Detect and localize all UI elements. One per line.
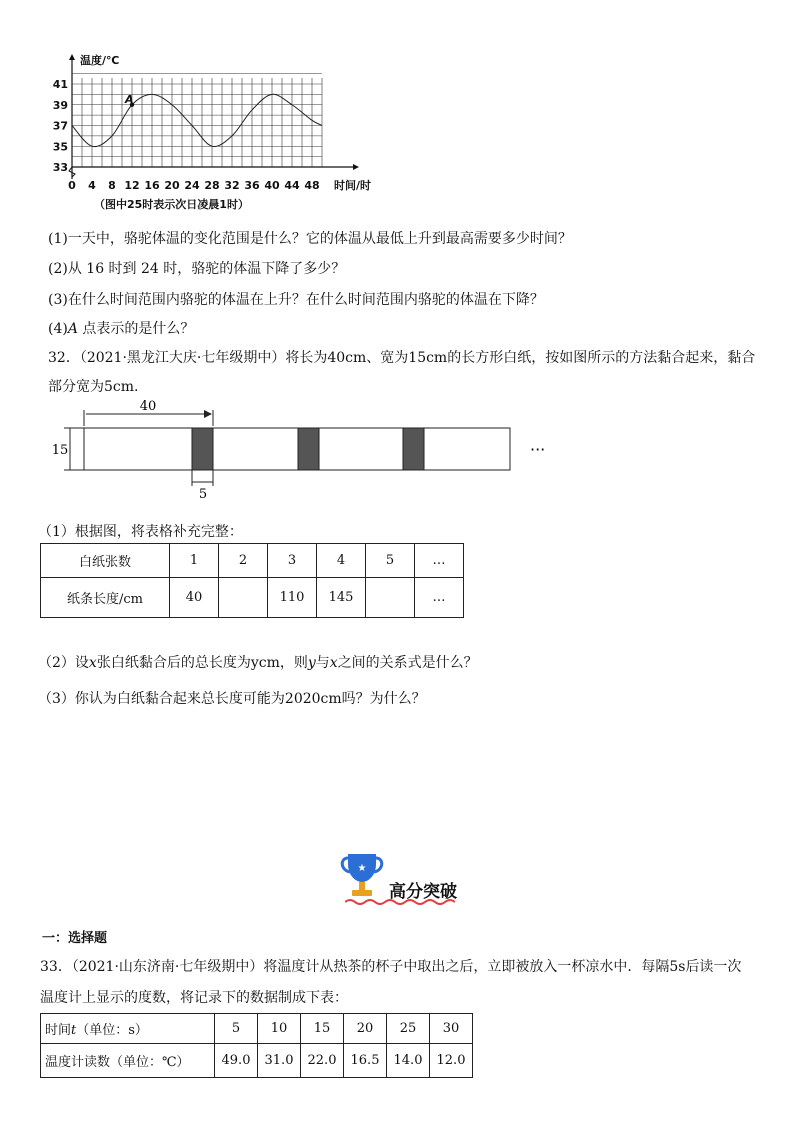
chart-grid (72, 74, 322, 167)
table-cell: 3 (268, 544, 317, 578)
x-tick-label: 36 (244, 179, 260, 192)
table-cell: 16.5 (344, 1044, 387, 1078)
table-cell: 110 (268, 578, 317, 618)
table-cell: 10 (258, 1014, 301, 1044)
banner-title: 高分突破 (389, 882, 457, 902)
table-cell (366, 578, 415, 618)
q32-sub2: （2）设x张白纸黏合后的总长度为ycm，则y与x之间的关系式是什么？ (38, 655, 478, 671)
q31-part4: (4)A 点表示的是什么？ (48, 321, 195, 337)
q33-line1: 33．（2021·山东济南·七年级期中）将温度计从热茶的杯子中取出之后，立即被放入一杯凉水中．每隔5s后读一次 (40, 959, 742, 975)
table-cell: 时间t（单位：s） (41, 1014, 215, 1044)
table-cell: 5 (366, 544, 415, 578)
table-cell: 1 (170, 544, 219, 578)
q32-line2: 部分宽为5cm. (48, 379, 139, 395)
q32-line1: 32．（2021·黑龙江大庆·七年级期中）将长为40cm、宽为15cm的长方形白纸，按如图所示的方法黏合起来，黏合 (48, 350, 756, 366)
table-cell: 22.0 (301, 1044, 344, 1078)
trophy-icon (338, 850, 386, 900)
continuation-dots: ··· (530, 440, 546, 459)
table-cell: 纸条长度/cm (41, 578, 170, 618)
temperature-curve (72, 94, 322, 146)
x-tick-label: 40 (264, 179, 280, 192)
table-cell: 2 (219, 544, 268, 578)
paper-strip-figure (48, 398, 548, 500)
x-tick-label: 24 (184, 179, 200, 192)
x-tick-label: 20 (164, 179, 180, 192)
y-tick-label: 39 (52, 98, 68, 112)
q31-part3: (3)在什么时间范围内骆驼的体温在上升？在什么时间范围内骆驼的体温在下降？ (48, 292, 544, 308)
x-tick-label: 32 (224, 179, 240, 192)
y-tick-label: 41 (52, 78, 68, 91)
y-tick-label: 33 (52, 161, 68, 174)
x-axis-label: 时间/时 (334, 179, 372, 192)
q31-part2: (2)从 16 时到 24 时，骆驼的体温下降了多少？ (48, 261, 346, 277)
q32-sub1: （1）根据图，将表格补充完整： (38, 524, 243, 540)
svg-text:★: ★ (357, 863, 367, 874)
section-heading: 一：选择题 (42, 931, 108, 946)
dim-40: 40 (139, 399, 157, 414)
table-cell: 12.0 (430, 1044, 473, 1078)
table-cell: 49.0 (215, 1044, 258, 1078)
table-cell: 5 (215, 1014, 258, 1044)
table-cell: … (415, 544, 464, 578)
x-tick-label: 12 (124, 179, 140, 192)
chart-caption: （图中25时表示次日凌晨1时） (94, 198, 249, 211)
table-cell (219, 578, 268, 618)
y-axis-label: 温度/℃ (80, 54, 120, 67)
table-cell: 20 (344, 1014, 387, 1044)
dim-5: 5 (198, 487, 208, 500)
x-tick-label: 44 (284, 179, 300, 192)
overlap-3 (403, 428, 424, 470)
q32-sub3: （3）你认为白纸黏合起来总长度可能为2020cm吗？为什么？ (38, 691, 426, 707)
q33-table (40, 1013, 473, 1078)
overlap-1 (192, 428, 213, 470)
x-tick-label: 28 (204, 179, 220, 192)
x-tick-label: 16 (144, 179, 160, 192)
y-tick-label: 37 (52, 119, 68, 133)
table-cell: 40 (170, 578, 219, 618)
x-tick-label: 0 (68, 179, 76, 192)
point-a-label: A (125, 92, 134, 106)
q33-line2: 温度计上显示的度数，将记录下的数据制成下表： (40, 990, 348, 1006)
chart-axes (69, 54, 359, 179)
x-tick-label: 8 (108, 179, 116, 192)
table-cell: 15 (301, 1014, 344, 1044)
table-cell: 白纸张数 (41, 544, 170, 578)
overlap-2 (298, 428, 319, 470)
table-cell: 145 (317, 578, 366, 618)
y-tick-label: 35 (52, 140, 68, 154)
banner-wave (345, 898, 455, 906)
table-cell: 4 (317, 544, 366, 578)
paper-strip (84, 428, 510, 470)
table-cell: … (415, 578, 464, 618)
table-cell: 温度计读数（单位：℃） (41, 1044, 215, 1078)
x-tick-label: 4 (88, 179, 96, 192)
table-cell: 14.0 (387, 1044, 430, 1078)
temperature-chart (52, 50, 392, 215)
table-cell: 30 (430, 1014, 473, 1044)
q32-table (40, 543, 464, 618)
dim-15: 15 (51, 443, 69, 458)
q31-part1: (1)一天中，骆驼体温的变化范围是什么？它的体温从最低上升到最高需要多少时间？ (48, 231, 572, 247)
x-tick-label: 48 (304, 179, 320, 192)
table-cell: 31.0 (258, 1044, 301, 1078)
table-cell: 25 (387, 1014, 430, 1044)
